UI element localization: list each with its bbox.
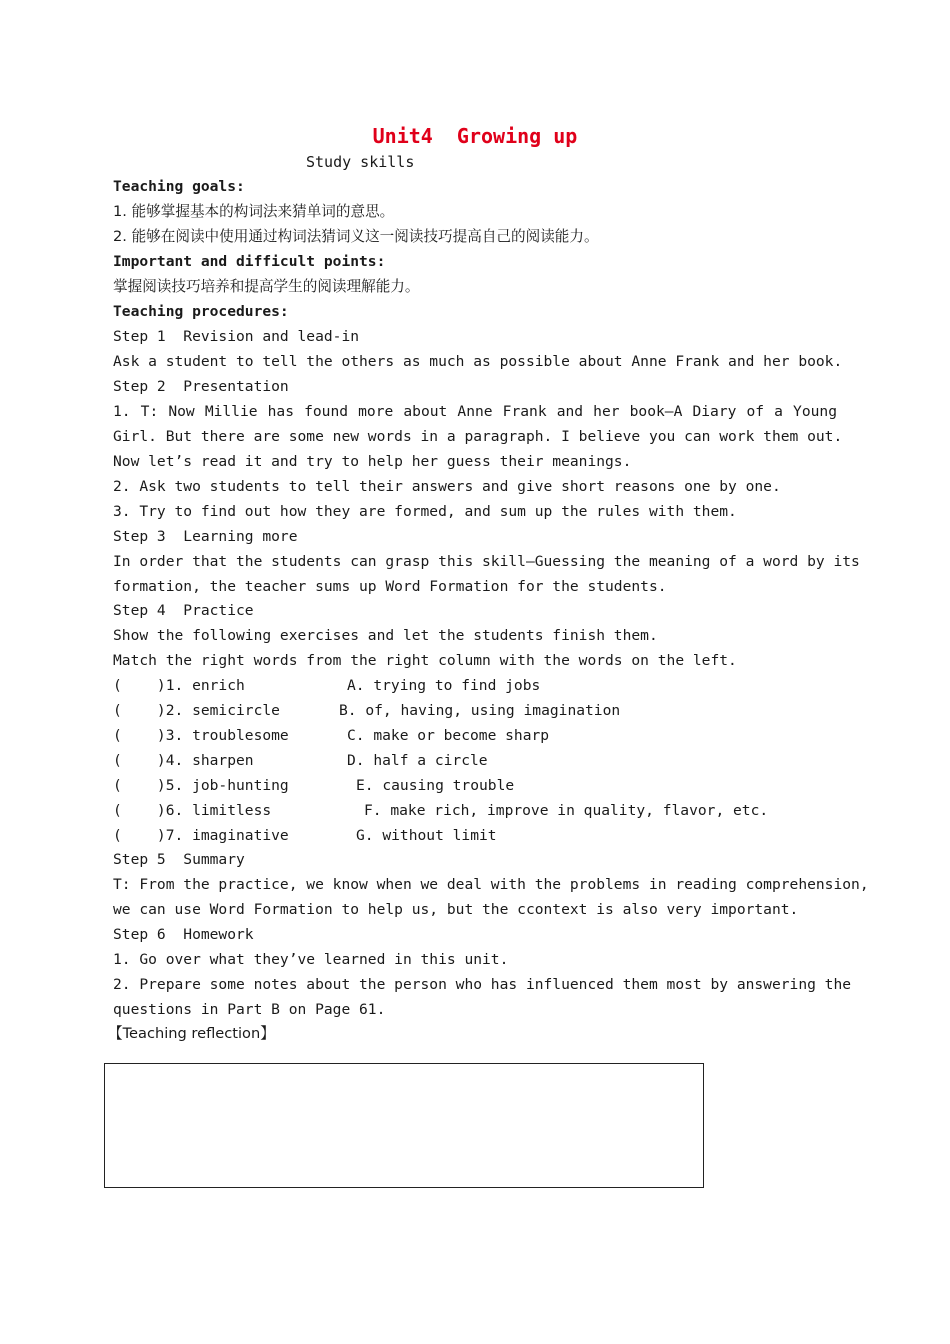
step-text: Girl. But there are some new words in a paragraph. I believe you can work them out. xyxy=(113,428,843,445)
exercise-word: ( )4. sharpen xyxy=(113,752,254,769)
goal-item: 1. 能够掌握基本的构词法来猜单词的意思。 xyxy=(113,203,395,220)
goal-item: 2. 能够在阅读中使用通过构词法猜词义这一阅读技巧提高自己的阅读能力。 xyxy=(113,228,599,245)
step-text: 3. Try to find out how they are formed, and sum up the rules with them. xyxy=(113,503,737,520)
step-heading: Step 3 Learning more xyxy=(113,528,298,545)
step-text: T: From the practice, we know when we deal with the problems in reading comprehension, xyxy=(113,876,869,893)
step-text: 2. Ask two students to tell their answers and give short reasons one by one. xyxy=(113,478,781,495)
step-text: formation, the teacher sums up Word Formation for the students. xyxy=(113,578,667,595)
exercise-word: ( )5. job-hunting xyxy=(113,777,289,794)
step-heading: Step 1 Revision and lead-in xyxy=(113,328,360,345)
step-text: Show the following exercises and let the students finish them. xyxy=(113,627,658,644)
points-heading: Important and difficult points: xyxy=(113,253,386,270)
step-heading: Step 2 Presentation xyxy=(113,378,289,395)
step-text: 2. Prepare some notes about the person who has influenced them most by answering the xyxy=(113,976,852,993)
exercise-word: ( )3. troublesome xyxy=(113,727,289,744)
step-text: Now let’s read it and try to help her guess their meanings. xyxy=(113,453,632,470)
exercise-definition: C. make or become sharp xyxy=(347,727,550,744)
exercise-definition: A. trying to find jobs xyxy=(347,677,541,694)
exercise-definition: G. without limit xyxy=(356,827,497,844)
step-text: Match the right words from the right column with the words on the left. xyxy=(113,652,737,669)
exercise-word: ( )7. imaginative xyxy=(113,827,289,844)
exercise-definition: D. half a circle xyxy=(347,752,488,769)
step-heading: Step 6 Homework xyxy=(113,926,254,943)
reflection-heading: 【Teaching reflection】 xyxy=(108,1025,275,1042)
step-heading: Step 4 Practice xyxy=(113,602,254,619)
step-text: we can use Word Formation to help us, but the ccontext is also very important. xyxy=(113,901,799,918)
page-subtitle: Study skills xyxy=(306,153,415,171)
exercise-definition: E. causing trouble xyxy=(356,777,515,794)
step-text: In order that the students can grasp this skill—Guessing the meaning of a word by its xyxy=(113,553,860,570)
step-text: 1. Go over what they’ve learned in this unit. xyxy=(113,951,509,968)
page-title: Unit4 Growing up xyxy=(372,124,578,148)
step-text: questions in Part B on Page 61. xyxy=(113,1001,386,1018)
step-text: 1. T: Now Millie has found more about Anne Frank and her book—A Diary of a Young xyxy=(113,403,837,420)
exercise-definition: F. make rich, improve in quality, flavor, etc. xyxy=(364,802,769,819)
exercise-word: ( )1. enrich xyxy=(113,677,245,694)
reflection-box xyxy=(104,1063,704,1188)
exercise-word: ( )2. semicircle xyxy=(113,702,280,719)
step-heading: Step 5 Summary xyxy=(113,851,245,868)
goals-heading: Teaching goals: xyxy=(113,178,245,195)
exercise-word: ( )6. limitless xyxy=(113,802,272,819)
procedures-heading: Teaching procedures: xyxy=(113,303,289,320)
exercise-definition: B. of, having, using imagination xyxy=(339,702,621,719)
step-text: Ask a student to tell the others as much as possible about Anne Frank and her book. xyxy=(113,353,843,370)
points-text: 掌握阅读技巧培养和提高学生的阅读理解能力。 xyxy=(113,278,420,295)
